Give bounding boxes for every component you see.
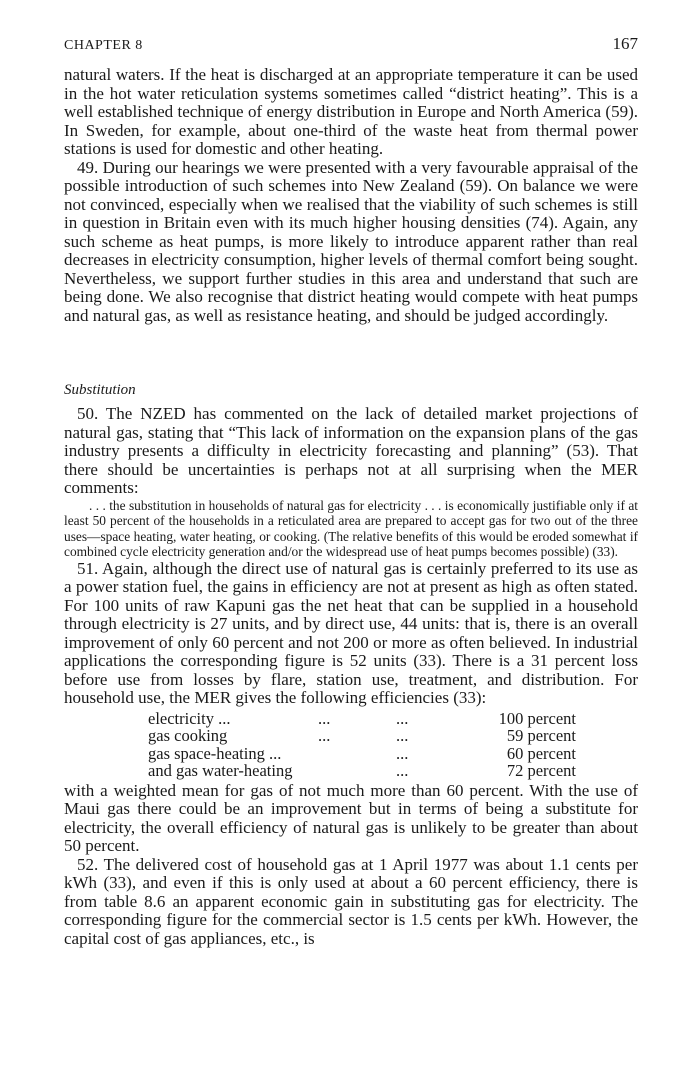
table-row bbox=[148, 745, 576, 763]
paragraph-intro: natural waters. If the heat is discharged at an appropriate temperature it can be used in the hot water reticulation systems sometimes called “district heating”. This is a well established technique of energy distribution in Europe and North America (59). In Sweden, for example, about one-third of the waste heat from thermal power stations is used for domestic and other heating. bbox=[64, 65, 638, 158]
table-cell-leader: ... bbox=[396, 708, 409, 728]
table-cell-label: electricity ... bbox=[148, 708, 231, 728]
paragraph-50: 50. The NZED has commented on the lack of detailed market projections of natural gas, stating that “This lack of information on the expansion plans of the gas industry presents a difficulty in electricity forecasting and planning” (53). That there should be uncertainties is perhaps not at all surprising when the MER comments: bbox=[64, 404, 638, 497]
paragraph-49: 49. During our hearings we were presented with a very favourable appraisal of the possible introduction of such schemes into New Zealand (59). On balance we were not convinced, especially when we realised that the viability of such schemes is still in question in Britain even with its much higher housing densities (74). Again, any such scheme as heat pumps, is more likely to introduce apparent rather than real decreases in electricity consumption, higher levels of thermal comfort being sought. Nevertheless, we support further studies in this area and understand that such are being done. We also recognise that district heating would compete with heat pumps and natural gas, as well as resistance heating, and should be judged accordingly. bbox=[64, 157, 638, 325]
page-body bbox=[64, 66, 638, 948]
table-cell-label: gas space-heating ... bbox=[148, 743, 282, 763]
table-cell-leader: ... bbox=[318, 726, 331, 746]
table-cell-value: 100 percent bbox=[498, 708, 576, 728]
table-cell-label: gas cooking bbox=[148, 726, 228, 746]
table-cell-value: 59 percent bbox=[506, 726, 576, 746]
table-cell-label: and gas water-heating bbox=[148, 761, 293, 781]
table-row bbox=[148, 727, 576, 745]
table-row bbox=[148, 762, 576, 780]
table-cell-leader: ... bbox=[396, 761, 409, 781]
table-cell-leader: ... bbox=[396, 743, 409, 763]
table-cell-leader bbox=[318, 762, 396, 780]
table-cell-value: 60 percent bbox=[506, 743, 576, 763]
paragraph-52: 52. The delivered cost of household gas at 1 April 1977 was about 1.1 cents per kWh (33), and even if this is only used at about a 60 percent efficiency, there is from table 8.6 an apparent economic gain in substituting gas for electricity. The corresponding figure for the commercial sector is 1.5 cents per kWh. However, the capital cost of gas appliances, etc., is bbox=[64, 854, 638, 948]
chapter-label: CHAPTER 8 bbox=[64, 38, 143, 53]
table-cell-leader: ... bbox=[396, 726, 409, 746]
table-cell-value: 72 percent bbox=[506, 761, 576, 781]
table-cell-leader bbox=[318, 745, 396, 763]
paragraph-51: 51. Again, although the direct use of natural gas is certainly preferred to its use as a power station fuel, the gains in efficiency are not at present as high as often stated. For 100 units of raw Kapuni gas the net heat that can be supplied in a household through electricity is 27 units, and by direct use, 44 units: that is, there is an overall improvement of only 60 percent and not 200 or more as often believed. In industrial applications the corresponding figure is 52 units (33). There is a 31 percent loss before use from losses by flare, station use, treatment, and distribution. For household use, the MER gives the following efficiencies (33): bbox=[64, 558, 638, 708]
efficiency-table bbox=[148, 710, 576, 780]
block-quote: . . . the substitution in households of natural gas for electricity . . . is economically justifiable only if at least 50 percent of the households in a reticulated area are prepared to accept gas for two out of the three uses—space heating, water heating, or cooking. (The relative benefits of this would be eroded somewhat if combined cycle electricity generation and/or the widespread use of heat pumps becomes possible) (33). bbox=[64, 497, 638, 560]
table-row bbox=[148, 710, 576, 728]
running-header bbox=[64, 28, 638, 54]
page-number: 167 bbox=[612, 34, 638, 53]
paragraph-51-continued: with a weighted mean for gas of not much more than 60 percent. With the use of Maui gas there could be an improvement but in terms of being a substitute for electricity, the overall efficiency of natural gas is unlikely to be greater than about 50 percent. bbox=[64, 780, 638, 856]
table-cell-leader: ... bbox=[318, 708, 331, 728]
section-heading: Substitution bbox=[64, 382, 136, 398]
